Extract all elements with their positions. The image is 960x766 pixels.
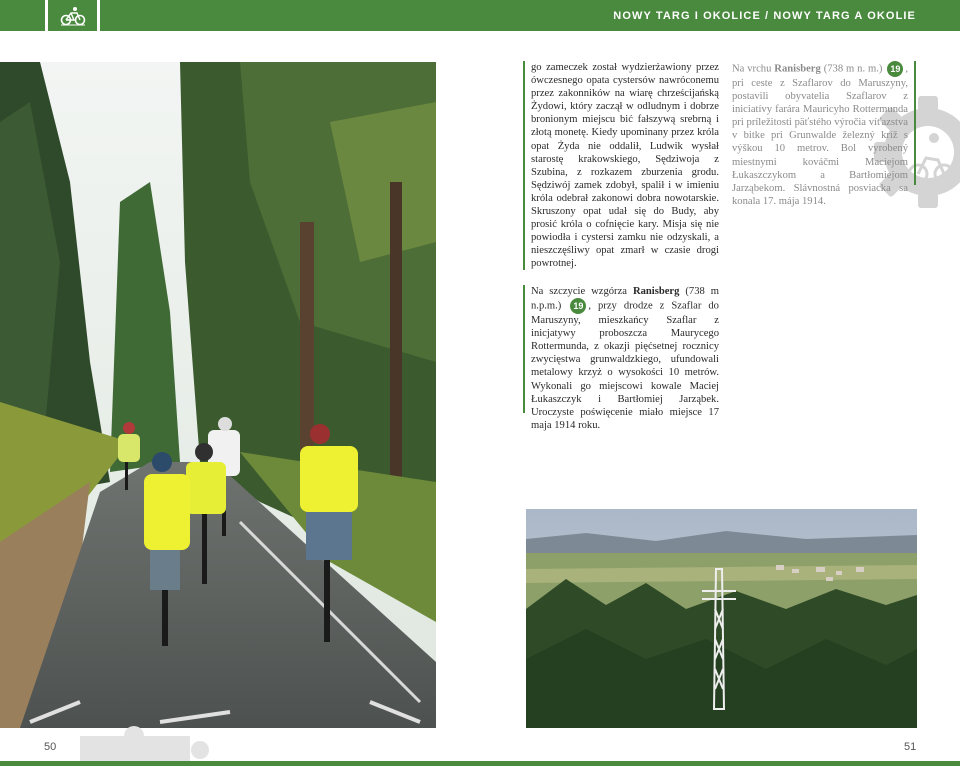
header-title: NOWY TARG I OKOLICE / NOWY TARG A OKOLIE [613,10,916,22]
ranisberg-cross-panorama-photo [526,509,917,728]
ranisberg-pl-mid: (738 m n.p.m.) [531,286,719,312]
page-number-left: 50 [44,741,57,753]
paragraph-castle-text: go zameczek został wydzierżawiony przez ówczesnego opata cystersów nawróconemu przez zakonników na wiarę chrześcijańską Żydowi, który zaczął w odludnym i dobrze bronionym miejscu bić fałszywą srebrną i złotą monetę. Kiedy upominany przez króla opat Żyda nie oddalił, Ludwik wysłał starostę krakowskiego, Sędziwoja z Szubina, z rozkazem zburzenia grodu. Sędziwój zamek zdobył, spalił i w imieniu króla odebrał zakonowi dobra nowotarskie. Skruszony opat udał się do Budy, aby prosić króla o cofnięcie kary. Misja się nie powiodła i cystersi zamku nie odzyskali, a nieszczęśliwy opat zmarł w czasie drogi powrotnej. [531,62,719,270]
puzzle-decoration-icon [80,722,220,766]
paragraph-ranisberg-sk [732,61,916,207]
ranisberg-sk-after: , pri ceste z Szaflarov do Maruszyny, postavili obyvatelia Szaflarov z iniciatívy farára Mauricyho Rottermunda pri príležitosti päťstého výročia víťazstva v bitke pri Grunwalde železný kríž s výškou 10 metrov. Bol vyrobený miestnymi kováčmi Maciejom Łukaszczykom a Bartłomiejom Jarząbekom. Slávnostná posviacka sa konala 17. mája 1914. [732,63,908,207]
paragraph-ranisberg-pl [523,285,719,431]
footer-bar [0,761,960,766]
ranisberg-sk-bold: Ranisberg [774,63,821,75]
cyclists-forest-photo [0,62,436,728]
cyclist-logo-icon [58,6,88,26]
ranisberg-pl-bold: Ranisberg [632,286,680,297]
location-number-badge-sk: 19 [887,61,903,77]
ranisberg-pl-after: , przy drodze z Szaflar do Maruszyny, mieszkańcy Szaflar z inicjatywy proboszcza Maurycego Rottermunda, z okazji pięćsetnej rocznicy zwycięstwa grunwaldzkiego, ufundowali metalowy krzyż o wysokości 10 metrów. Wykonali go miejscowi kowale Maciej Łukaszczyk i Bartłomiej Jarząbek. Uroczyste poświęcenie miało miejsce 17 maja 1914 roku. [531,300,719,431]
page-number-right: 51 [904,741,917,753]
header-bar [0,0,960,31]
location-number-badge: 19 [570,298,586,314]
ranisberg-pl-before: Na szczycie wzgórza [531,286,633,297]
logo [45,0,100,31]
paragraph-castle-legend [523,61,719,270]
ranisberg-sk-mid: (738 m n. m.) [820,63,886,75]
ranisberg-sk-before: Na vrchu [732,63,775,75]
